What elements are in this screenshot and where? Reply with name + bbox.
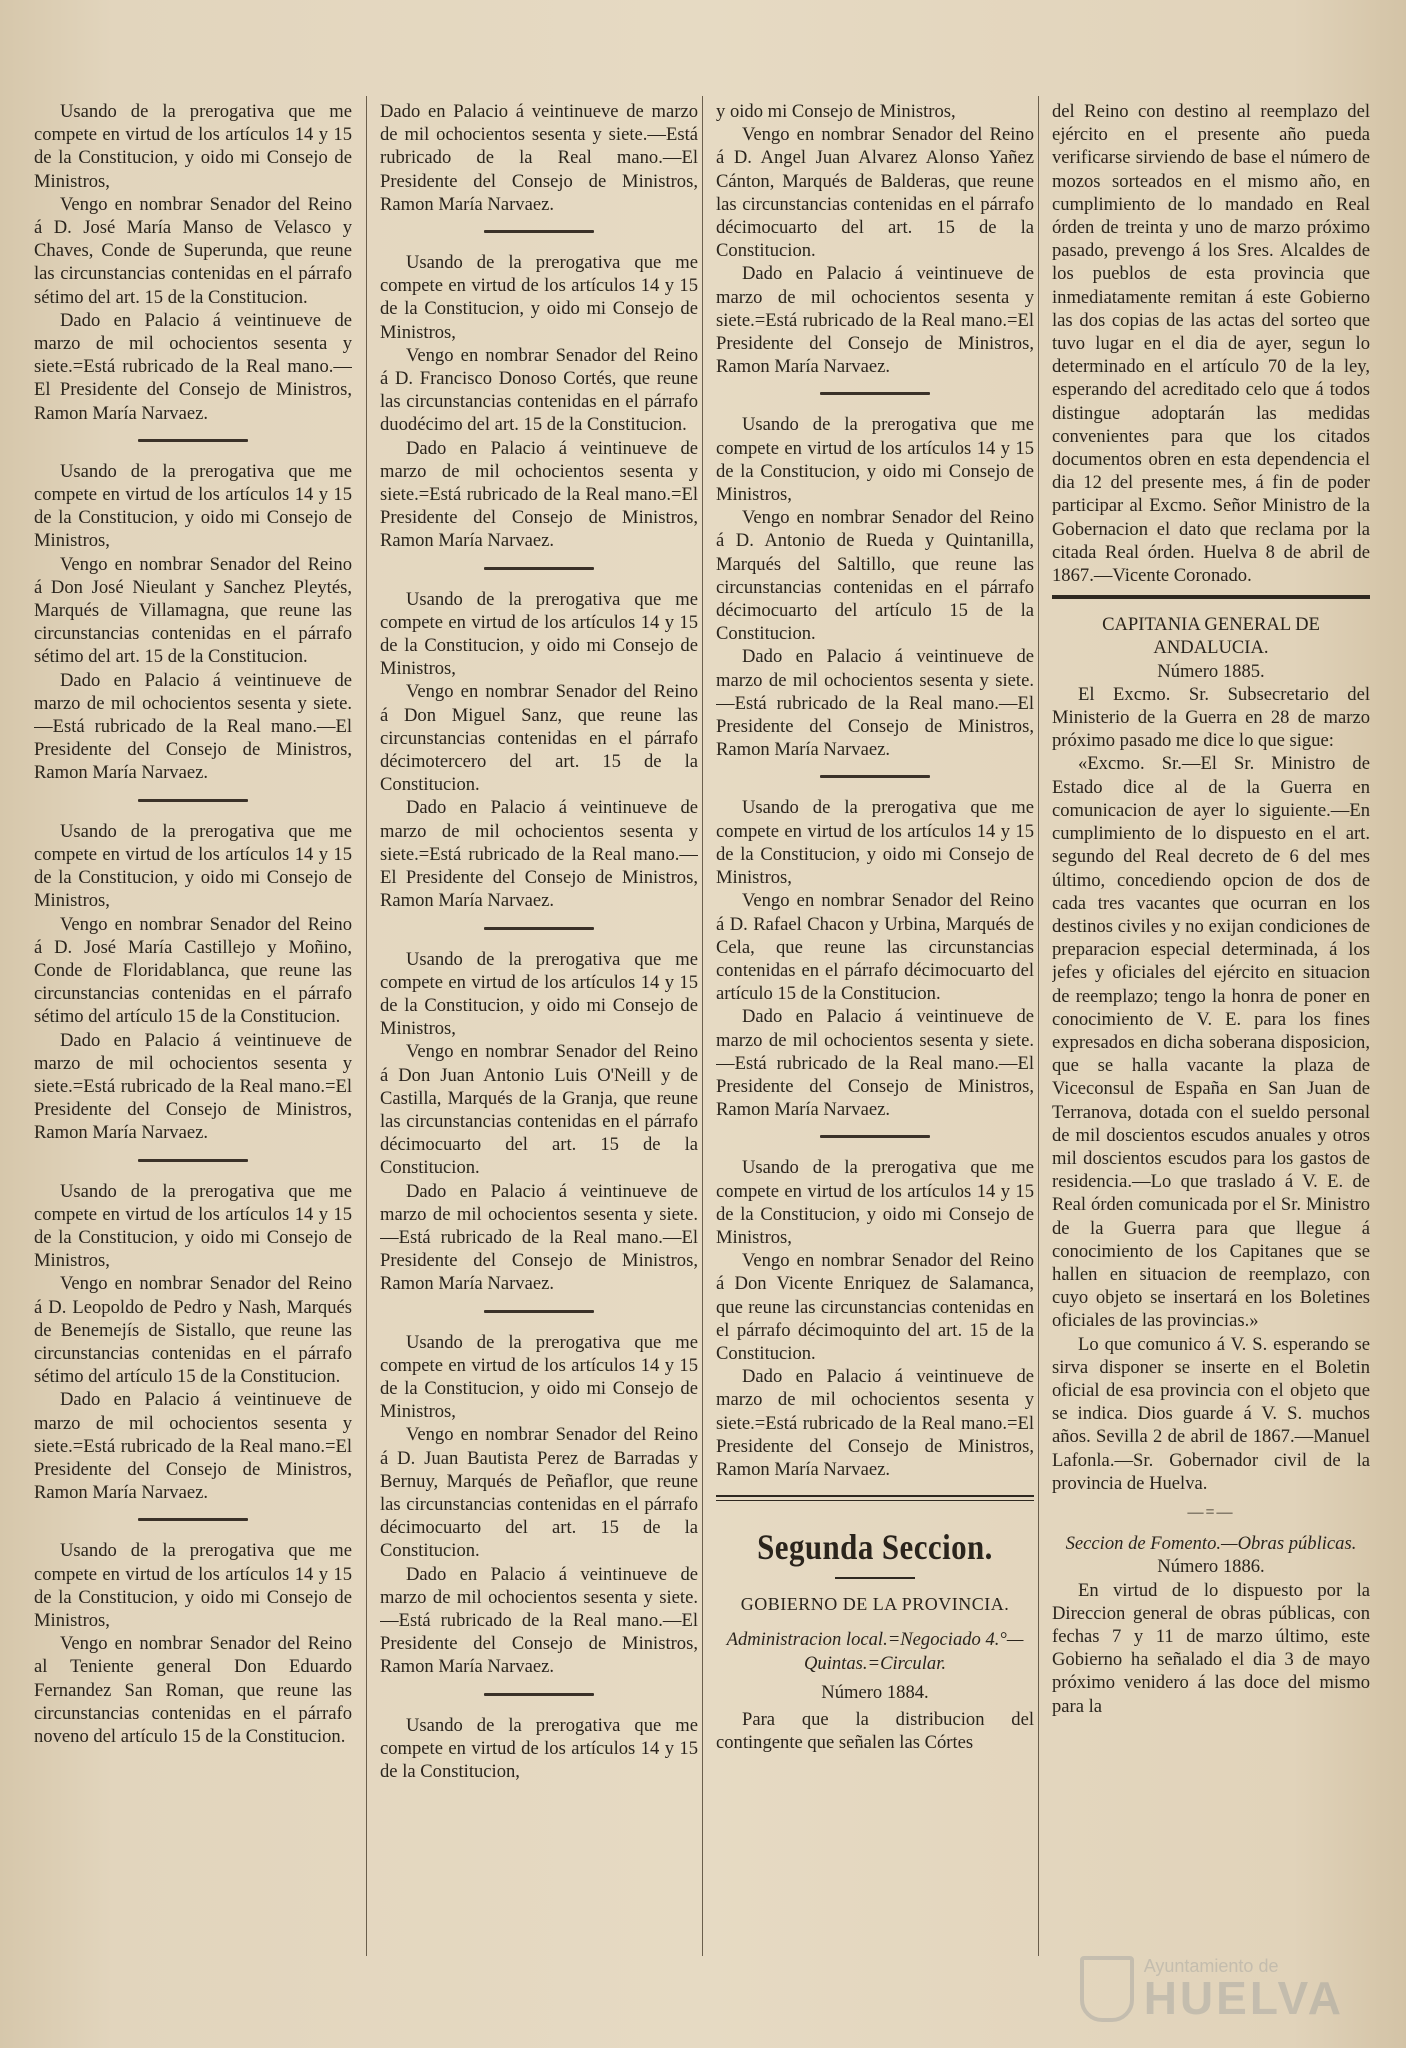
- section-heading: GOBIERNO DE LA PROVINCIA.: [740, 1594, 1010, 1615]
- decree-paragraph: Usando de la prerogativa que me compete en virtud de los artículos 14 y 15 de la Constitucion, y oido mi Consejo de Ministros,: [34, 1180, 352, 1272]
- decree-separator: [820, 1135, 930, 1138]
- column-2: [380, 100, 698, 1950]
- decree-separator: [484, 1693, 594, 1696]
- decree-block: [716, 1156, 1034, 1481]
- decree-paragraph: Dado en Palacio á veintinueve de marzo de mil ochocientos sesenta y siete.=Está rubricado de la Real mano.=El Presidente del Consejo de Ministros, Ramon María Narvaez.: [34, 1029, 352, 1144]
- decree-paragraph: Vengo en nombrar Senador del Reino al Teniente general Don Eduardo Fernandez San Roman, que reune las circunstancias contenidas en el párrafo noveno del artículo 15 de la Constitucion.: [34, 1633, 352, 1747]
- heavy-rule: [1052, 595, 1370, 599]
- decree-block: [716, 100, 1034, 378]
- decree-paragraph: Dado en Palacio á veintinueve de marzo de mil ochocientos sesenta y siete.=Está rubricado de la Real mano.—El Presidente del Consejo de Ministros, Ramon María Narvaez.: [380, 797, 698, 912]
- fomento-number: Número 1886.: [1157, 1556, 1265, 1578]
- decree-paragraph: Dado en Palacio á veintinueve de marzo de mil ochocientos sesenta y siete.—Está rubricado de la Real mano.—El Presidente del Consejo de Ministros, Ramon María Narvaez.: [380, 101, 698, 215]
- decree-separator: [484, 567, 594, 570]
- capitania-para-3: Lo que comunico á V. S. esperando se sirva disponer se inserte en el Boletin oficial de esa provincia con el objeto que se indica. Dios guarde á V. S. muchos años. Sevilla 2 de abril de 1867.—Manuel Lafonla.—Sr. Gobernador civil de la provincia de Huelva.: [1052, 1333, 1370, 1494]
- decree-separator: [484, 927, 594, 930]
- column-4: [1052, 100, 1370, 1950]
- decree-paragraph: Dado en Palacio á veintinueve de marzo de mil ochocientos sesenta y siete.—Está rubricado de la Real mano.—El Presidente del Consejo de Ministros, Ramon María Narvaez.: [380, 1563, 698, 1678]
- column-rule: [1038, 96, 1039, 1956]
- decree-block: [380, 100, 698, 216]
- column-rule: [702, 96, 703, 1956]
- decree-paragraph: Vengo en nombrar Senador del Reino á Don Vicente Enriquez de Salamanca, que reune las circunstancias contenidas en el párrafo décimoquinto del art. 15 de la Constitucion.: [716, 1250, 1034, 1364]
- decree-paragraph: Vengo en nombrar Senador del Reino á D. Rafael Chacon y Urbina, Marqués de Cela, que reune las circunstancias contenidas en el párrafo décimocuarto del artículo 15 de la Constitucion.: [716, 890, 1034, 1005]
- capitania-number: Número 1885.: [1157, 660, 1265, 682]
- capitania-para-1: El Excmo. Sr. Subsecretario del Ministerio de la Guerra en 28 de marzo próximo pasado me dice lo que sigue:: [1052, 683, 1370, 752]
- decree-paragraph: Usando de la prerogativa que me compete en virtud de los artículos 14 y 15 de la Constitucion, y oido mi Consejo de Ministros,: [380, 252, 698, 343]
- decree-paragraph: Usando de la prerogativa que me compete en virtud de los artículos 14 y 15 de la Constitucion, y oido mi Consejo de Ministros,: [380, 948, 698, 1040]
- fomento-para: En virtud de lo dispuesto por la Direccion general de obras públicas, con fechas 7 y 11 de marzo último, este Gobierno ha señalado el dia 3 de mayo próximo venidero á las doce del mismo para la: [1052, 1579, 1370, 1717]
- decree-paragraph: Vengo en nombrar Senador del Reino á D. José María Castillejo y Moñino, Conde de Floridablanca, que reune las circunstancias contenidas en el párrafo sétimo del artículo 15 de la Constitucion.: [34, 913, 352, 1028]
- decree-block: [34, 460, 352, 785]
- column-rule: [366, 96, 367, 1956]
- section-number: Número 1884.: [821, 1681, 929, 1703]
- capitania-heading: CAPITANIA GENERAL DE ANDALUCIA.: [1102, 614, 1320, 659]
- section-title: Segunda Seccion.: [757, 1527, 993, 1568]
- section-text: Para que la distribucion del contingente que señalen las Córtes: [716, 1708, 1034, 1754]
- decree-paragraph: Vengo en nombrar Senador del Reino á Don José Nieulant y Sanchez Pleytés, Marqués de Villamagna, que reune las circunstancias contenidas en el párrafo sétimo del art. 15 de la Constitucion.: [34, 553, 352, 668]
- decree-paragraph: Vengo en nombrar Senador del Reino á Don Miguel Sanz, que reune las circunstancias contenidas en el párrafo décimotercero del art. 15 de la Constitucion.: [380, 681, 698, 796]
- decree-paragraph: Usando de la prerogativa que me compete en virtud de los artículos 14 y 15 de la Constitucion, y oido mi Consejo de Ministros,: [34, 820, 352, 912]
- coat-of-arms-icon: [1080, 1956, 1134, 2022]
- decree-paragraph: Usando de la prerogativa que me compete en virtud de los artículos 14 y 15 de la Constitucion, y oido mi Consejo de Ministros,: [34, 101, 352, 192]
- decree-separator: [820, 775, 930, 778]
- column-1: [34, 100, 352, 1950]
- decree-separator: [138, 799, 248, 802]
- decree-block: [380, 948, 698, 1296]
- decree-paragraph: Vengo en nombrar Senador del Reino á D. Antonio de Rueda y Quintanilla, Marqués del Saltillo, que reune las circunstancias contenidas en el párrafo décimocuarto del artículo 15 de la Constitucion.: [716, 507, 1034, 645]
- decree-block: [380, 1714, 698, 1784]
- decree-paragraph: y oido mi Consejo de Ministros,: [716, 101, 956, 122]
- ornament-separator: —=—: [1187, 1503, 1235, 1521]
- decree-block: [34, 1539, 352, 1748]
- decree-paragraph: Usando de la prerogativa que me compete en virtud de los artículos 14 y 15 de la Constitucion, y oido mi Consejo de Ministros,: [716, 414, 1034, 506]
- decree-paragraph: Dado en Palacio á veintinueve de marzo de mil ochocientos sesenta y siete.=Está rubricado de la Real mano.=El Presidente del Consejo de Ministros, Ramon María Narvaez.: [716, 263, 1034, 378]
- decree-paragraph: Usando de la prerogativa que me compete en virtud de los artículos 14 y 15 de la Constitucion, y oido mi Consejo de Ministros,: [380, 1331, 698, 1423]
- decree-separator: [484, 1310, 594, 1313]
- decree-paragraph: Vengo en nombrar Senador del Reino á D. Angel Juan Alvarez Alonso Yañez Cánton, Marqués de Balderas, que reune las circunstancias contenidas en el párrafo décimocuarto del art. 15 de la Constitucion.: [716, 124, 1034, 262]
- watermark-big: HUELVA: [1143, 1972, 1344, 2024]
- decree-separator: [484, 230, 594, 233]
- decree-block: [380, 251, 698, 553]
- decree-paragraph: Usando de la prerogativa que me compete en virtud de los artículos 14 y 15 de la Constitucion, y oido mi Consejo de Ministros,: [34, 1540, 352, 1631]
- decree-paragraph: Usando de la prerogativa que me compete en virtud de los artículos 14 y 15 de la Constitucion, y oido mi Consejo de Ministros,: [380, 588, 698, 680]
- section-divider: [716, 1495, 1034, 1501]
- decree-paragraph: Usando de la prerogativa que me compete en virtud de los artículos 14 y 15 de la Constitucion,: [380, 1714, 698, 1782]
- decree-paragraph: Dado en Palacio á veintinueve de marzo de mil ochocientos sesenta y siete.=Está rubricado de la Real mano.=El Presidente del Consejo de Ministros, Ramon María Narvaez.: [380, 437, 698, 552]
- fomento-heading: Seccion de Fomento.—Obras públicas.: [1065, 1533, 1357, 1555]
- decree-paragraph: Vengo en nombrar Senador del Reino á D. Leopoldo de Pedro y Nash, Marqués de Benemejís de Sistallo, que reune las circunstancias contenidas en el párrafo sétimo del artículo 15 de la Constitucion.: [34, 1273, 352, 1388]
- decree-paragraph: Usando de la prerogativa que me compete en virtud de los artículos 14 y 15 de la Constitucion, y oido mi Consejo de Ministros,: [34, 460, 352, 552]
- decree-paragraph: Dado en Palacio á veintinueve de marzo de mil ochocientos sesenta y siete.=Está rubricado de la Real mano.=El Presidente del Consejo de Ministros, Ramon María Narvaez.: [34, 1389, 352, 1504]
- decree-paragraph: Vengo en nombrar Senador del Reino á Don Juan Antonio Luis O'Neill y de Castilla, Marqués de la Granja, que reune las circunstancias contenidas en el párrafo décimocuarto del art. 15 de la Constitucion.: [380, 1041, 698, 1179]
- decree-block: [34, 100, 352, 425]
- decree-block: [380, 588, 698, 913]
- decree-block: [34, 820, 352, 1145]
- decree-paragraph: Dado en Palacio á veintinueve de marzo de mil ochocientos sesenta y siete.—Está rubricado de la Real mano.—El Presidente del Consejo de Ministros, Ramon María Narvaez.: [716, 1006, 1034, 1121]
- decree-paragraph: Vengo en nombrar Senador del Reino á D. Juan Bautista Perez de Barradas y Bernuy, Marqués de Peñaflor, que reune las circunstancias contenidas en el párrafo décimocuarto del art. 15 de la Constitucion.: [380, 1424, 698, 1562]
- decree-separator: [138, 1518, 248, 1521]
- decree-block: [34, 1180, 352, 1505]
- decree-paragraph: Dado en Palacio á veintinueve de marzo de mil ochocientos sesenta y siete.=Está rubricado de la Real mano.=El Presidente del Consejo de Ministros, Ramon María Narvaez.: [716, 1366, 1034, 1480]
- decree-paragraph: Dado en Palacio á veintinueve de marzo de mil ochocientos sesenta y siete.—Está rubricado de la Real mano.—El Presidente del Consejo de Ministros, Ramon María Narvaez.: [716, 646, 1034, 761]
- decree-separator: [138, 439, 248, 442]
- archive-watermark: [1080, 1956, 1344, 2022]
- column-3: [716, 100, 1034, 1950]
- section-subhead: Administracion local.=Negociado 4.°—Quintas.=Circular.: [726, 1629, 1024, 1674]
- watermark-small: Ayuntamiento de: [1143, 1956, 1279, 1976]
- decree-paragraph: Dado en Palacio á veintinueve de marzo de mil ochocientos sesenta y siete.—Está rubricado de la Real mano.—El Presidente del Consejo de Ministros, Ramon María Narvaez.: [34, 669, 352, 784]
- decree-block: [716, 796, 1034, 1121]
- decree-paragraph: Usando de la prerogativa que me compete en virtud de los artículos 14 y 15 de la Constitucion, y oido mi Consejo de Ministros,: [716, 1157, 1034, 1248]
- decree-block: [380, 1331, 698, 1679]
- decree-paragraph: Vengo en nombrar Senador del Reino á D. José María Manso de Velasco y Chaves, Conde de Superunda, que reune las circunstancias contenidas en el párrafo sétimo del art. 15 de la Constitucion.: [34, 193, 352, 308]
- decree-separator: [138, 1159, 248, 1162]
- decree-paragraph: Vengo en nombrar Senador del Reino á D. Francisco Donoso Cortés, que reune las circunstancias contenidas en el párrafo duodécimo del art. 15 de la Constitucion.: [380, 344, 698, 436]
- decree-paragraph: Dado en Palacio á veintinueve de marzo de mil ochocientos sesenta y siete.—Está rubricado de la Real mano.—El Presidente del Consejo de Ministros, Ramon María Narvaez.: [380, 1180, 698, 1295]
- decree-paragraph: Dado en Palacio á veintinueve de marzo de mil ochocientos sesenta y siete.=Está rubricado de la Real mano.—El Presidente del Consejo de Ministros, Ramon María Narvaez.: [34, 309, 352, 424]
- capitania-para-2: «Excmo. Sr.—El Sr. Ministro de Estado dice al de la Guerra en comunicacion de ayer lo siguiente.—En cumplimiento de lo dispuesto en el art. segundo del Real decreto de 6 del mes último, concediendo opcion de dos de cada tres vacantes que ocurran en los destinos civiles y no exijan condiciones de preparacion especial determinada, á los jefes y oficiales del ejército en situacion de reemplazo; tengo la honra de poner en conocimiento de V. E. para los fines expresados en dicha soberana disposicion, que se halla vacante la plaza de Viceconsul de España en San Juan de Terranova, dotada con el sueldo personal de mil doscientos escudos anuales y otros mil doscientos escudos para los gastos de residencia.—Lo que traslado á V. E. de Real órden comunicada por el Sr. Ministro de la Guerra para que llegue á conocimiento de los Capitanes que se hallen en situacion de reemplazo, con cuyo objeto se insertará en los Boletines oficiales de las provincias.»: [1052, 753, 1370, 1332]
- decree-block: [716, 413, 1034, 761]
- circular-text: del Reino con destino al reemplazo del ejército en el presente año pueda verificarse sirviendo de base el número de mozos sorteados en el mismo año, en cumplimiento de lo mandado en Real órden de treinta y uno de marzo próximo pasado, prevengo á los Sres. Alcaldes de los pueblos de esta provincia que inmediatamente remitan á este Gobierno las dos copias de las actas del sorteo que tuvo lugar en el dia de ayer, segun lo determinado en el artículo 70 de la ley, esperando del acreditado celo que á todos distingue adoptarán las medidas convenientes para que los citados documentos obren en esta dependencia el dia 12 del presente mes, á fin de poder participar al Excmo. Señor Ministro de la Gobernacion el dato que reclama por la citada Real órden. Huelva 8 de abril de 1867.—Vicente Coronado.: [1052, 101, 1370, 587]
- decree-separator: [820, 392, 930, 395]
- decree-paragraph: Usando de la prerogativa que me compete en virtud de los artículos 14 y 15 de la Constitucion, y oido mi Consejo de Ministros,: [716, 797, 1034, 889]
- short-rule: [835, 1577, 915, 1579]
